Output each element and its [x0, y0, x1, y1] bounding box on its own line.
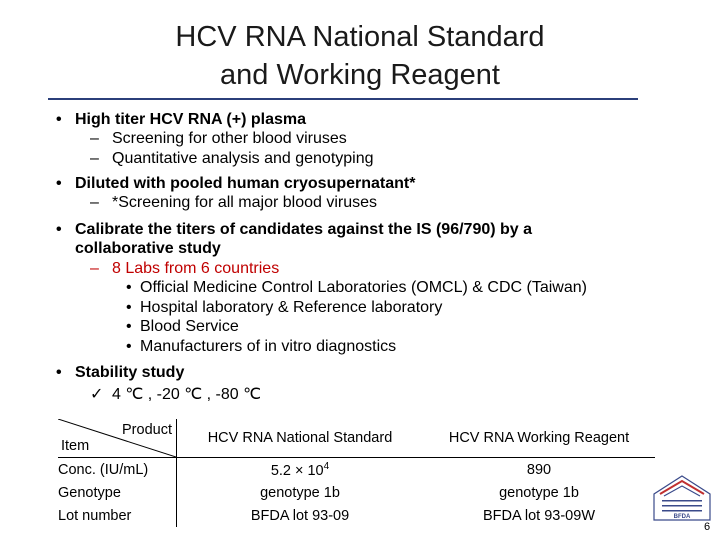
lab-item: • Blood Service	[126, 318, 239, 335]
header-product-label: Product	[122, 422, 172, 438]
bfda-logo-icon	[652, 474, 712, 522]
table-corner-cell	[58, 419, 177, 458]
column-header: HCV RNA National Standard	[177, 419, 424, 458]
svg-text:BFDA: BFDA	[673, 514, 691, 520]
table-row	[58, 504, 655, 527]
slide-title	[0, 18, 720, 94]
bullet-dot-icon: •	[56, 221, 62, 238]
table-cell: BFDA lot 93-09	[250, 507, 350, 524]
table-cell: genotype 1b	[499, 484, 579, 501]
bullet-calibrate-cont: collaborative study	[75, 240, 221, 257]
bullet-calibrate: • Calibrate the titers of candidates against the IS (96/790) by a	[56, 221, 533, 238]
dash-icon: –	[90, 260, 99, 277]
bullet-stability: • Stability study	[56, 364, 185, 381]
subbullet-temperatures: ✓ 4 ℃ , -20 ℃ , -80 ℃	[90, 386, 262, 403]
row-label: Genotype	[58, 481, 177, 504]
table-header-row	[58, 419, 655, 458]
header-item-label: Item	[61, 438, 90, 454]
dash-icon: –	[90, 194, 99, 211]
subbullet-labs: – 8 Labs from 6 countries	[90, 260, 280, 277]
bullet-dot-icon: •	[126, 299, 132, 316]
subbullet-screening: – Screening for other blood viruses	[90, 130, 347, 147]
bfda-logo	[652, 474, 712, 527]
subbullet-quantitative: – Quantitative analysis and genotyping	[90, 150, 374, 167]
table-cell: 890	[526, 461, 552, 478]
lab-item: • Hospital laboratory & Reference laboratory	[126, 299, 443, 316]
bullet-dot-icon: •	[56, 364, 62, 381]
table-cell: $5.2 \times 10^4$	[270, 460, 330, 479]
reagent-table	[58, 419, 655, 527]
dash-icon: –	[90, 130, 99, 147]
bullet-dot-icon: •	[126, 279, 132, 296]
bullet-dot-icon: •	[126, 318, 132, 335]
title-line-1: HCV RNA National Standard	[175, 21, 545, 53]
bullet-dot-icon: •	[56, 111, 62, 128]
bullet-dot-icon: •	[56, 175, 62, 192]
lab-item: • Manufacturers of in vitro diagnostics	[126, 338, 397, 355]
row-label: Lot number	[58, 504, 177, 527]
page-number: 6	[704, 521, 711, 533]
row-label: Conc. (IU/mL)	[58, 458, 177, 482]
column-header: HCV RNA Working Reagent	[423, 419, 655, 458]
bullet-dot-icon: •	[126, 338, 132, 355]
table-row	[58, 481, 655, 504]
title-divider	[48, 98, 638, 100]
checkmark-icon: ✓	[90, 386, 104, 403]
dash-icon: –	[90, 150, 99, 167]
table-cell: genotype 1b	[260, 484, 340, 501]
lab-item: • Official Medicine Control Laboratories (OMCL) & CDC (Taiwan)	[126, 279, 587, 296]
table-row	[58, 458, 655, 482]
bullet-high-titer: • High titer HCV RNA (+) plasma	[56, 111, 306, 128]
title-line-2: and Working Reagent	[220, 59, 500, 91]
bullet-diluted: • Diluted with pooled human cryosupernatant*	[56, 175, 416, 192]
table-cell: BFDA lot 93-09W	[482, 507, 595, 524]
subbullet-screening-all: – *Screening for all major blood viruses	[90, 194, 378, 211]
